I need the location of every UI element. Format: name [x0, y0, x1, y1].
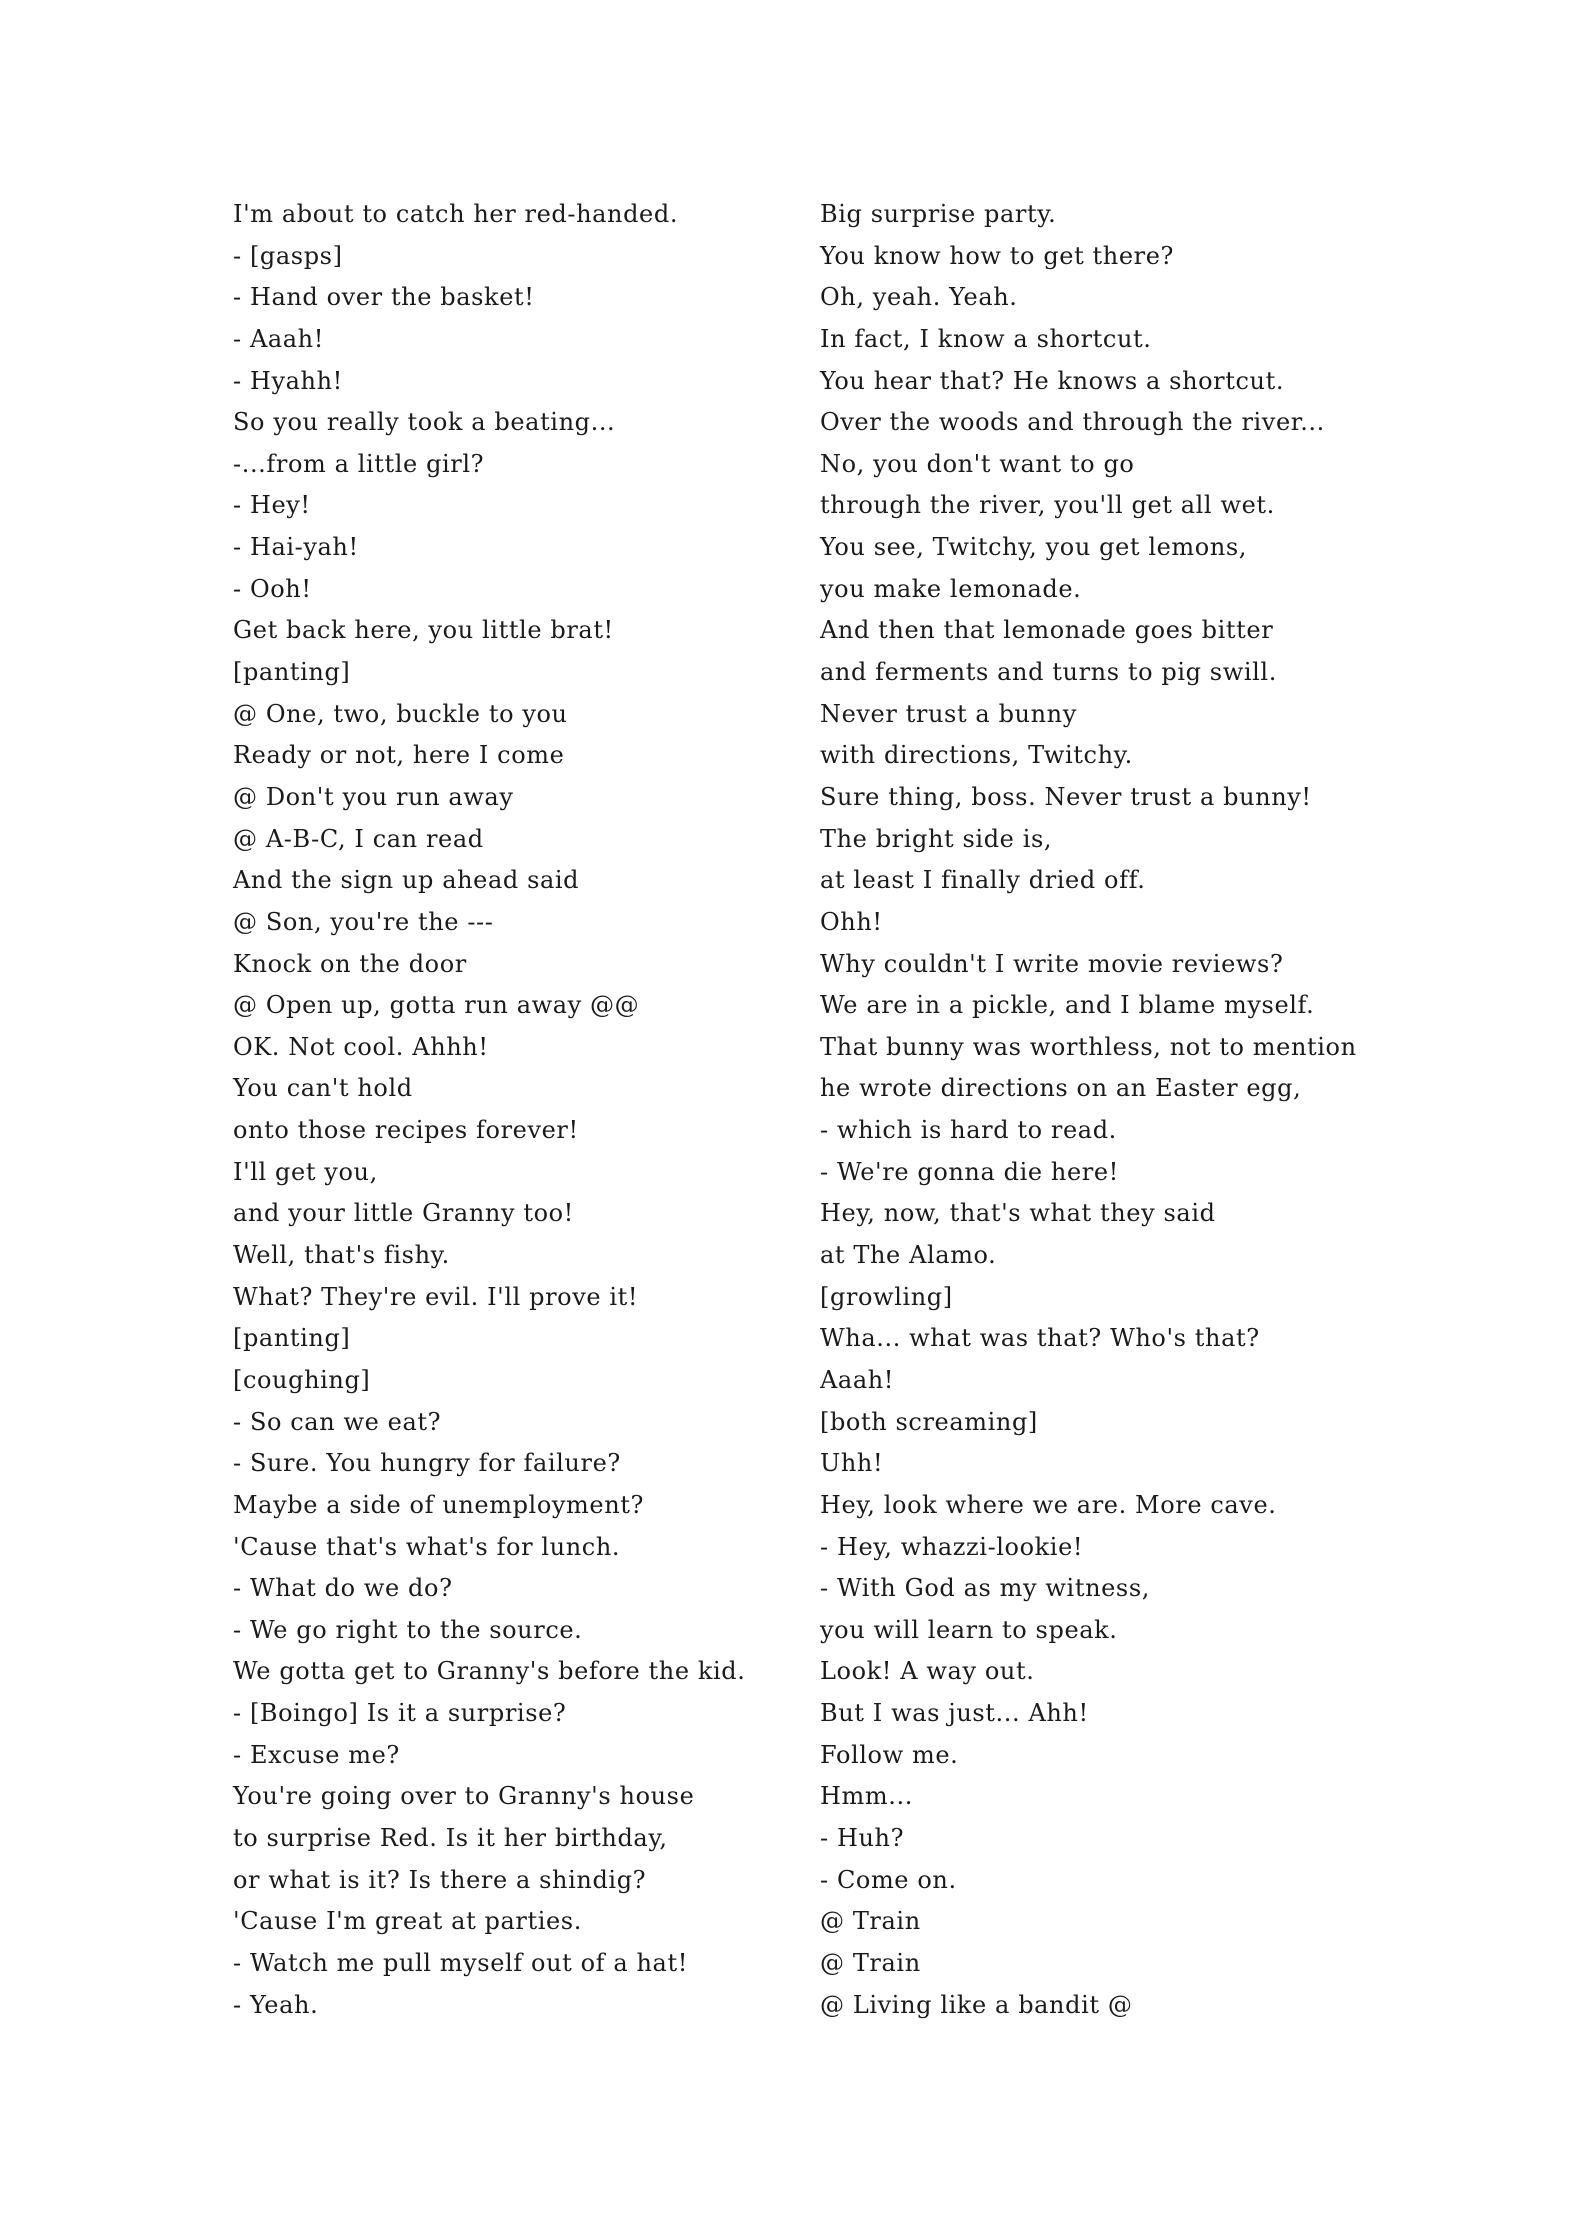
- text-line: onto those recipes forever!: [233, 1116, 579, 1145]
- text-line: You can't hold: [233, 1074, 413, 1103]
- text-line: @ One, two, buckle to you: [233, 699, 568, 728]
- text-line: [panting]: [233, 658, 351, 687]
- text-line: What? They're evil. I'll prove it!: [233, 1282, 639, 1311]
- text-line: - Huh?: [820, 1823, 905, 1852]
- text-line: OK. Not cool. Ahhh!: [233, 1032, 489, 1061]
- text-line: @ Don't you run away: [233, 782, 514, 811]
- text-line: Big surprise party.: [820, 200, 1057, 228]
- text-line: @ Train: [820, 1907, 921, 1936]
- text-line: Ready or not, here I come: [233, 741, 565, 770]
- text-line: [growling]: [820, 1282, 953, 1311]
- text-line: - [gasps]: [233, 241, 343, 270]
- text-line: - What do we do?: [233, 1574, 453, 1603]
- text-line: Aaah!: [820, 1365, 895, 1394]
- text-line: - Hey!: [233, 491, 311, 520]
- text-line: and ferments and turns to pig swill.: [820, 658, 1277, 687]
- text-line: - which is hard to read.: [820, 1116, 1117, 1145]
- text-line: through the river, you'll get all wet.: [820, 491, 1275, 520]
- text-line: Maybe a side of unemployment?: [233, 1490, 644, 1519]
- text-line: you will learn to speak.: [820, 1615, 1118, 1644]
- text-line: Over the woods and through the river...: [820, 408, 1325, 437]
- text-line: 'Cause that's what's for lunch.: [233, 1532, 621, 1561]
- text-line: And the sign up ahead said: [233, 866, 580, 895]
- text-line: at least I finally dried off.: [820, 866, 1146, 895]
- text-line: [panting]: [233, 1324, 351, 1353]
- text-line: You're going over to Granny's house: [233, 1782, 695, 1811]
- text-line: So you really took a beating...: [233, 408, 616, 437]
- text-line: at The Alamo.: [820, 1241, 997, 1270]
- text-line: Never trust a bunny: [820, 699, 1077, 728]
- text-line: and your little Granny too!: [233, 1199, 574, 1228]
- text-line: @ Living like a bandit @: [820, 1990, 1133, 2019]
- text-line: you make lemonade.: [820, 574, 1082, 603]
- text-line: - Sure. You hungry for failure?: [233, 1449, 621, 1478]
- text-line: Well, that's fishy.: [233, 1241, 450, 1270]
- text-line: Hey, now, that's what they said: [820, 1199, 1216, 1228]
- text-line: @ Son, you're the ---: [233, 907, 494, 936]
- text-line: he wrote directions on an Easter egg,: [820, 1074, 1302, 1103]
- text-line: - So can we eat?: [233, 1407, 442, 1436]
- text-line: Wha... what was that? Who's that?: [820, 1324, 1260, 1353]
- text-line: - Hey, whazzi-lookie!: [820, 1532, 1084, 1561]
- right-text-column: [820, 194, 1380, 2026]
- text-line: You know how to get there?: [820, 241, 1175, 270]
- text-line: to surprise Red. Is it her birthday,: [233, 1823, 668, 1852]
- text-line: Look! A way out.: [820, 1657, 1035, 1686]
- text-line: - Hyahh!: [233, 366, 343, 395]
- text-line: 'Cause I'm great at parties.: [233, 1907, 582, 1936]
- text-line: - Come on.: [820, 1865, 957, 1894]
- text-line: - [Boingo] Is it a surprise?: [233, 1699, 567, 1728]
- text-line: or what is it? Is there a shindig?: [233, 1865, 647, 1894]
- text-line: -...from a little girl?: [233, 449, 485, 478]
- text-line: In fact, I know a shortcut.: [820, 324, 1152, 353]
- text-line: - We go right to the source.: [233, 1615, 583, 1644]
- text-line: Why couldn't I write movie reviews?: [820, 949, 1284, 978]
- text-line: Oh, yeah. Yeah.: [820, 283, 1018, 312]
- text-line: - Excuse me?: [233, 1740, 400, 1769]
- text-line: We are in a pickle, and I blame myself.: [820, 991, 1315, 1020]
- text-line: Sure thing, boss. Never trust a bunny!: [820, 782, 1312, 811]
- text-line: And then that lemonade goes bitter: [820, 616, 1274, 645]
- text-line: Ohh!: [820, 907, 883, 936]
- text-line: We gotta get to Granny's before the kid.: [233, 1657, 746, 1686]
- text-line: Get back here, you little brat!: [233, 616, 614, 645]
- text-line: - Aaah!: [233, 324, 324, 353]
- text-line: But I was just... Ahh!: [820, 1699, 1089, 1728]
- text-line: I'll get you,: [233, 1157, 378, 1186]
- text-line: Hey, look where we are. More cave.: [820, 1490, 1277, 1519]
- text-line: @ Train: [820, 1948, 921, 1977]
- text-line: with directions, Twitchy.: [820, 741, 1133, 770]
- text-line: [both screaming]: [820, 1407, 1038, 1436]
- text-line: You see, Twitchy, you get lemons,: [820, 533, 1248, 562]
- text-line: The bright side is,: [820, 824, 1053, 853]
- text-line: - Hand over the basket!: [233, 283, 535, 312]
- text-line: - Watch me pull myself out of a hat!: [233, 1948, 688, 1977]
- text-line: @ A-B-C, I can read: [233, 824, 484, 853]
- text-line: @ Open up, gotta run away @@: [233, 991, 640, 1020]
- text-line: - Hai-yah!: [233, 533, 359, 562]
- text-line: Knock on the door: [233, 949, 467, 978]
- text-line: I'm about to catch her red-handed.: [233, 200, 679, 228]
- text-line: - Ooh!: [233, 574, 312, 603]
- text-line: You hear that? He knows a shortcut.: [820, 366, 1285, 395]
- text-line: - Yeah.: [233, 1990, 319, 2019]
- text-line: Uhh!: [820, 1449, 884, 1478]
- text-line: No, you don't want to go: [820, 449, 1135, 478]
- text-line: That bunny was worthless, not to mention: [820, 1032, 1357, 1061]
- left-text-column: [233, 194, 793, 2026]
- text-line: - With God as my witness,: [820, 1574, 1150, 1603]
- text-line: [coughing]: [233, 1365, 371, 1394]
- text-line: Hmm...: [820, 1782, 913, 1811]
- text-line: - We're gonna die here!: [820, 1157, 1119, 1186]
- text-line: Follow me.: [820, 1740, 959, 1769]
